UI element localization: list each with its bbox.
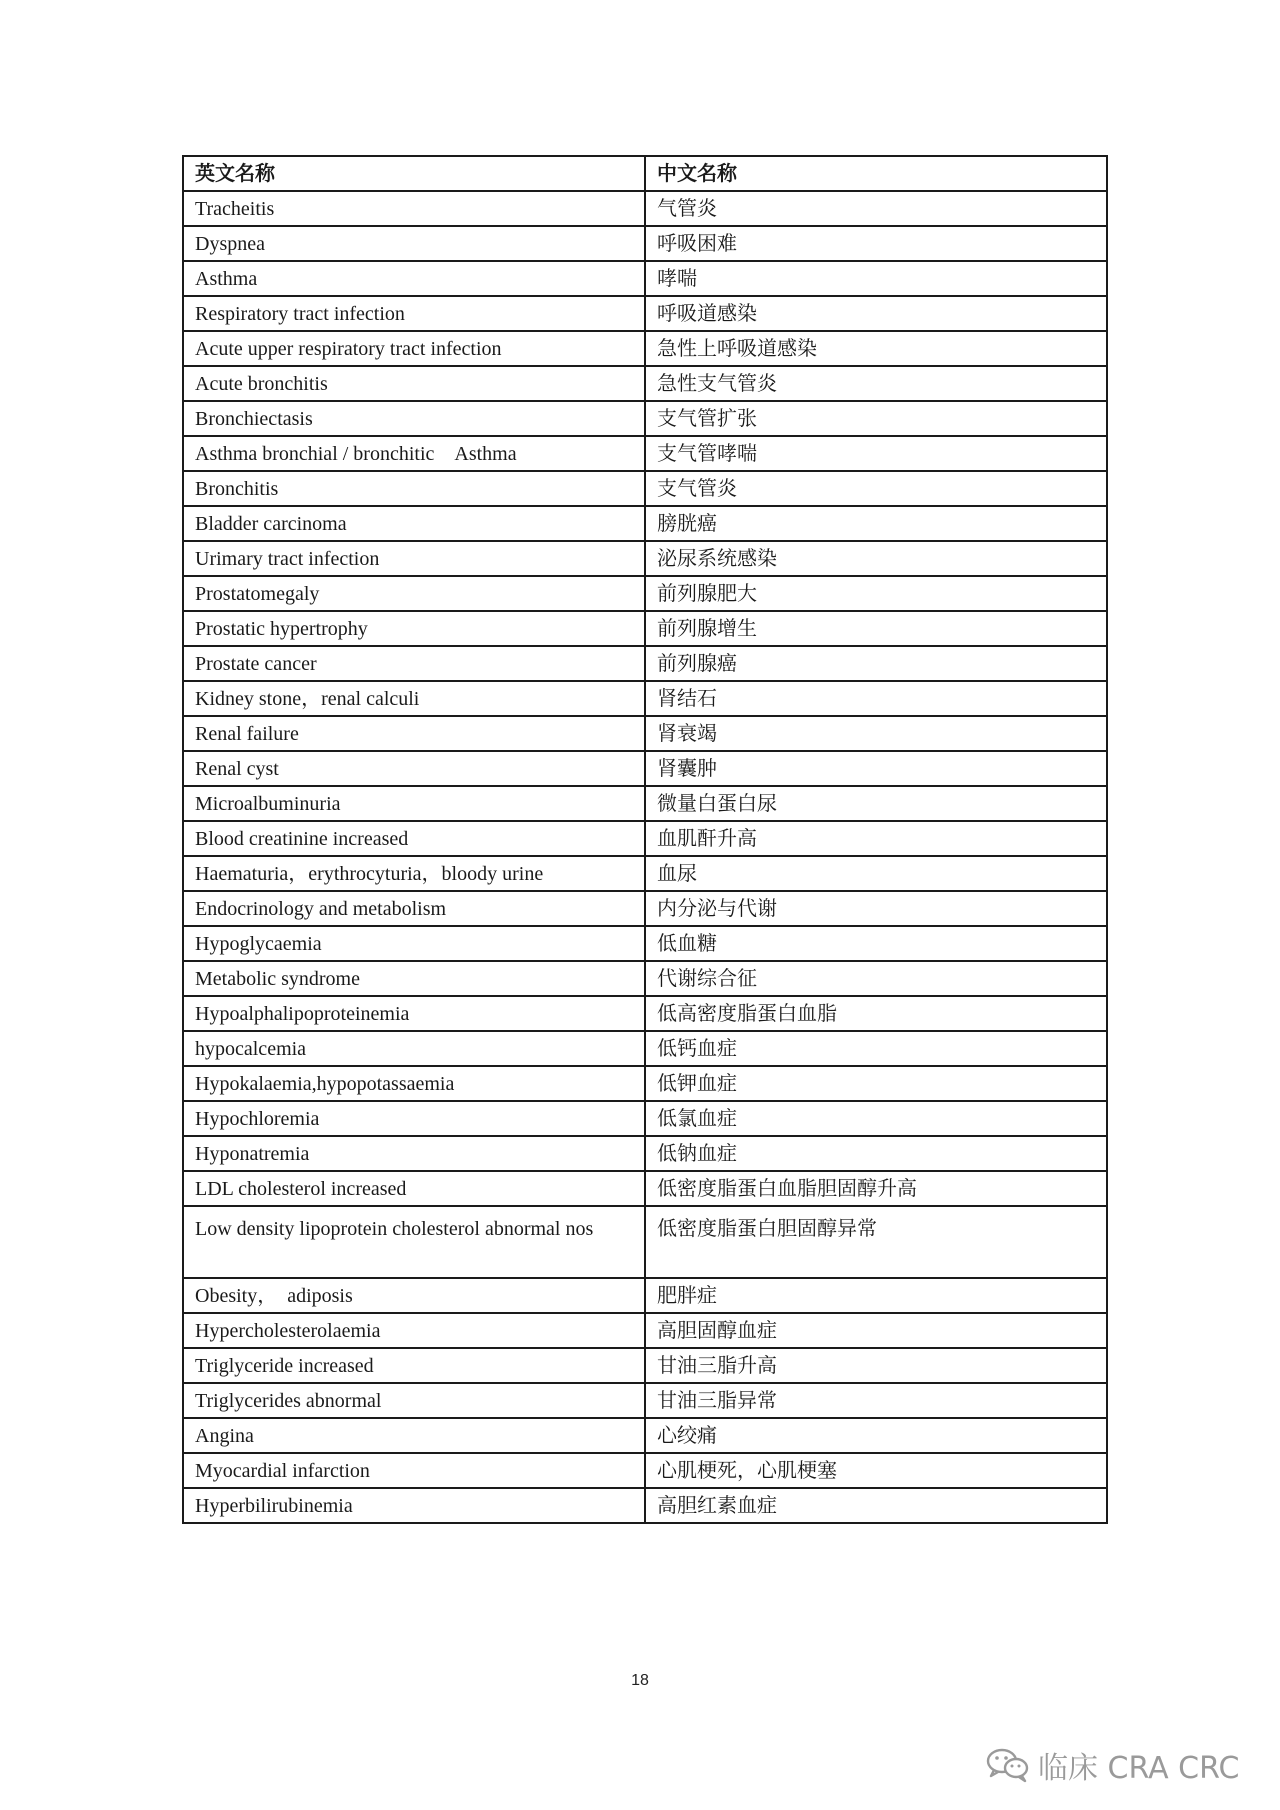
table-row (183, 436, 1107, 471)
chinese-term-cell: 低密度脂蛋白血脂胆固醇升高 (645, 1171, 1107, 1206)
english-term-cell: Tracheitis (183, 191, 645, 226)
english-term-cell: Hypoalphalipoproteinemia (183, 996, 645, 1031)
chinese-term-cell: 心绞痛 (645, 1418, 1107, 1453)
english-term-cell: Hypochloremia (183, 1101, 645, 1136)
english-term-cell: Acute upper respiratory tract infection (183, 331, 645, 366)
english-term-cell: Hypercholesterolaemia (183, 1313, 645, 1348)
page-number: 18 (631, 1672, 649, 1689)
chinese-term-cell: 急性上呼吸道感染 (645, 331, 1107, 366)
terms-table (182, 155, 1108, 1524)
table-body (183, 191, 1107, 1523)
english-term-cell: Renal cyst (183, 751, 645, 786)
chinese-term-cell: 高胆固醇血症 (645, 1313, 1107, 1348)
english-term-cell: Kidney stone，renal calculi (183, 681, 645, 716)
english-term-cell: Asthma (183, 261, 645, 296)
english-term-cell: Angina (183, 1418, 645, 1453)
chinese-term-cell: 肾囊肿 (645, 751, 1107, 786)
chinese-term-cell: 低钾血症 (645, 1066, 1107, 1101)
english-term-cell: Triglyceride increased (183, 1348, 645, 1383)
table-row (183, 401, 1107, 436)
table-row (183, 541, 1107, 576)
english-term-cell: Blood creatinine increased (183, 821, 645, 856)
chinese-term-cell: 低钙血症 (645, 1031, 1107, 1066)
table-row (183, 1453, 1107, 1488)
table-row (183, 1488, 1107, 1523)
chinese-term-cell: 甘油三脂升高 (645, 1348, 1107, 1383)
watermark (986, 1745, 1239, 1785)
chinese-term-cell: 呼吸道感染 (645, 296, 1107, 331)
chinese-term-cell: 肾衰竭 (645, 716, 1107, 751)
table-row (183, 821, 1107, 856)
table-row (183, 296, 1107, 331)
chinese-term-cell: 前列腺癌 (645, 646, 1107, 681)
english-term-cell: Acute bronchitis (183, 366, 645, 401)
chinese-term-cell: 肥胖症 (645, 1278, 1107, 1313)
chinese-term-cell: 血尿 (645, 856, 1107, 891)
chinese-term-cell: 前列腺增生 (645, 611, 1107, 646)
table-row (183, 1278, 1107, 1313)
chinese-term-cell: 支气管扩张 (645, 401, 1107, 436)
english-term-cell: Bronchitis (183, 471, 645, 506)
chinese-term-cell: 膀胱癌 (645, 506, 1107, 541)
chinese-term-cell: 高胆红素血症 (645, 1488, 1107, 1523)
english-term-cell: hypocalcemia (183, 1031, 645, 1066)
chinese-term-cell: 肾结石 (645, 681, 1107, 716)
table-row (183, 891, 1107, 926)
english-term-cell: Dyspnea (183, 226, 645, 261)
english-term-cell: Urimary tract infection (183, 541, 645, 576)
header-english: 英文名称 (183, 156, 645, 191)
chinese-term-cell: 低血糖 (645, 926, 1107, 961)
english-term-cell: Hypoglycaemia (183, 926, 645, 961)
chinese-term-cell: 低密度脂蛋白胆固醇异常 (645, 1206, 1107, 1278)
chinese-term-cell: 急性支气管炎 (645, 366, 1107, 401)
english-term-cell: Myocardial infarction (183, 1453, 645, 1488)
table-row (183, 1313, 1107, 1348)
table-row (183, 996, 1107, 1031)
table-row (183, 366, 1107, 401)
english-term-cell: Haematuria，erythrocyturia，bloody urine (183, 856, 645, 891)
chinese-term-cell: 泌尿系统感染 (645, 541, 1107, 576)
table-row (183, 1383, 1107, 1418)
chinese-term-cell: 血肌酐升高 (645, 821, 1107, 856)
table-row (183, 681, 1107, 716)
table-row (183, 1348, 1107, 1383)
english-term-cell: Bronchiectasis (183, 401, 645, 436)
chinese-term-cell: 气管炎 (645, 191, 1107, 226)
table-row (183, 261, 1107, 296)
table-row (183, 611, 1107, 646)
chinese-term-cell: 前列腺肥大 (645, 576, 1107, 611)
english-term-cell: Low density lipoprotein cholesterol abnormal nos (183, 1206, 645, 1278)
table-row (183, 1101, 1107, 1136)
chinese-term-cell: 心肌梗死，心肌梗塞 (645, 1453, 1107, 1488)
table-row (183, 646, 1107, 681)
table-row (183, 926, 1107, 961)
chinese-term-cell: 微量白蛋白尿 (645, 786, 1107, 821)
table-row (183, 506, 1107, 541)
chinese-term-cell: 呼吸困难 (645, 226, 1107, 261)
chinese-term-cell: 支气管炎 (645, 471, 1107, 506)
table-row (183, 1418, 1107, 1453)
english-term-cell: Hyperbilirubinemia (183, 1488, 645, 1523)
table-row (183, 1171, 1107, 1206)
english-term-cell: Prostatomegaly (183, 576, 645, 611)
english-term-cell: Metabolic syndrome (183, 961, 645, 996)
chinese-term-cell: 低高密度脂蛋白血脂 (645, 996, 1107, 1031)
table-row (183, 331, 1107, 366)
table-row (183, 226, 1107, 261)
english-term-cell: Hypokalaemia,hypopotassaemia (183, 1066, 645, 1101)
chinese-term-cell: 代谢综合征 (645, 961, 1107, 996)
english-term-cell: Prostatic hypertrophy (183, 611, 645, 646)
table-row (183, 786, 1107, 821)
table-row (183, 471, 1107, 506)
table-row (183, 191, 1107, 226)
english-term-cell: LDL cholesterol increased (183, 1171, 645, 1206)
english-term-cell: Bladder carcinoma (183, 506, 645, 541)
table-row (183, 961, 1107, 996)
chinese-term-cell: 支气管哮喘 (645, 436, 1107, 471)
english-term-cell: Renal failure (183, 716, 645, 751)
table-header-row (183, 156, 1107, 191)
chinese-term-cell: 低氯血症 (645, 1101, 1107, 1136)
chinese-term-cell: 哮喘 (645, 261, 1107, 296)
english-term-cell: Triglycerides abnormal (183, 1383, 645, 1418)
english-term-cell: Obesity， adiposis (183, 1278, 645, 1313)
chinese-term-cell: 甘油三脂异常 (645, 1383, 1107, 1418)
table-row (183, 856, 1107, 891)
table-row (183, 1206, 1107, 1278)
table-row (183, 576, 1107, 611)
table-row (183, 1066, 1107, 1101)
english-term-cell: Hyponatremia (183, 1136, 645, 1171)
wechat-icon (986, 1747, 1030, 1783)
english-term-cell: Endocrinology and metabolism (183, 891, 645, 926)
table-row (183, 1136, 1107, 1171)
table-row (183, 1031, 1107, 1066)
table-row (183, 716, 1107, 751)
watermark-text: 临床 CRA CRC (1038, 1751, 1240, 1786)
english-term-cell: Prostate cancer (183, 646, 645, 681)
table-row (183, 751, 1107, 786)
header-chinese: 中文名称 (645, 156, 1107, 191)
english-term-cell: Asthma bronchial / bronchitic Asthma (183, 436, 645, 471)
english-term-cell: Respiratory tract infection (183, 296, 645, 331)
chinese-term-cell: 内分泌与代谢 (645, 891, 1107, 926)
english-term-cell: Microalbuminuria (183, 786, 645, 821)
chinese-term-cell: 低钠血症 (645, 1136, 1107, 1171)
